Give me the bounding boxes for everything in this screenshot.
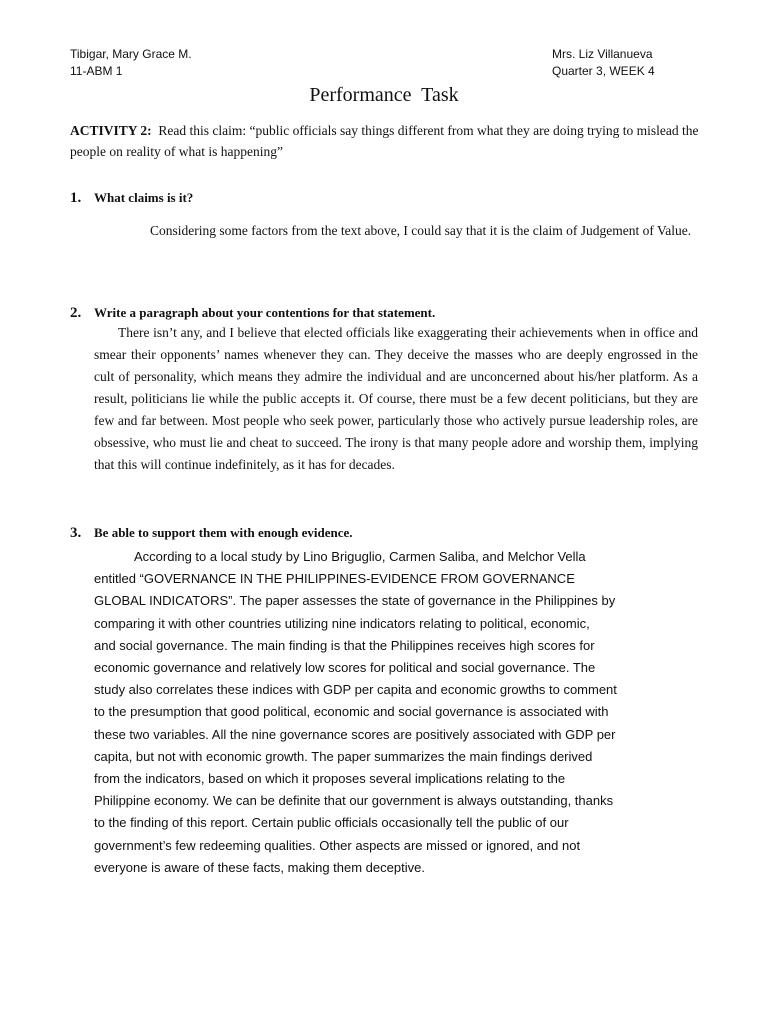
question-1-number: 1. — [70, 190, 82, 206]
question-3-text: Be able to support them with enough evidence. — [94, 525, 353, 540]
question-2-text: Write a paragraph about your contentions for that statement. — [94, 305, 436, 320]
answer-3-line: from the indicators, based on which it proposes several implications relating to the — [94, 771, 566, 787]
teacher-name: Mrs. Liz Villanueva — [552, 47, 653, 61]
answer-3-line: to the finding of this report. Certain public officials occasionally tell the public of our — [94, 815, 569, 831]
question-1-text: What claims is it? — [94, 190, 194, 205]
header-right — [552, 46, 655, 80]
answer-3-line: capita, but not with economic growth. The paper summarizes the main findings derived — [94, 748, 593, 764]
quarter-week: Quarter 3, WEEK 4 — [552, 64, 655, 78]
answer-3-line: GLOBAL INDICATORS”. The paper assesses the state of governance in the Philippines by — [94, 593, 616, 609]
answer-3-line: these two variables. All the nine governance scores are positively associated with GDP per — [94, 726, 616, 742]
activity-prompt — [70, 120, 700, 162]
page-title: Performance Task — [309, 84, 459, 106]
question-3-number: 3. — [70, 525, 82, 541]
header-left — [70, 46, 192, 80]
answer-3 — [94, 546, 714, 879]
question-1 — [70, 188, 700, 208]
answer-3-line: economic governance and relatively low scores for political and social governance. The — [94, 660, 596, 676]
answer-3-line: According to a local study by Lino Briguglio, Carmen Saliba, and Melchor Vella — [134, 549, 586, 564]
section-label: 11-ABM 1 — [70, 64, 123, 78]
activity-text: Read this claim: “public officials say things different from what they are doing trying to mislead the people on reality of what is happening” — [70, 123, 699, 159]
answer-3-line: and social governance. The main finding is that the Philippines receives high scores for — [94, 637, 595, 653]
answer-3-line: everyone is aware of these facts, making them deceptive. — [94, 859, 425, 875]
answer-1: Considering some factors from the text above, I could say that it is the claim of Judgement of Value. — [150, 223, 692, 238]
answer-3-line: study also correlates these indices with GDP per capita and economic growths to comment — [94, 682, 617, 698]
activity-label: ACTIVITY 2: — [70, 123, 152, 138]
question-2-number: 2. — [70, 305, 82, 321]
answer-3-line: comparing it with other countries utilizing nine indicators relating to political, economic, — [94, 615, 590, 631]
answer-3-line: Philippine economy. We can be definite that our government is always outstanding, thanks — [94, 793, 614, 809]
answer-3-line: to the presumption that good political, economic and social governance is associated with — [94, 704, 609, 720]
student-name: Tibigar, Mary Grace M. — [70, 47, 192, 61]
question-3 — [70, 523, 700, 543]
question-2 — [70, 303, 700, 323]
answer-2: There isn’t any, and I believe that elected officials like exaggerating their achievements when in office and smear their opponents’ names whenever they can. They deceive the masses who are deeply engrossed in the cult of personality, which means they admire the individual and are unconcerned about his/her platform. As a result, politicians lie while the public accepts it. Of course, there must be a few decent politicians, but they are few and far between. Most people who seek power, particularly those who actively pursue leadership roles, are obsessive, who must lie and cheat to succeed. The irony is that many people adore and worship them, implying that this will continue indefinitely, as it has for decades. — [94, 325, 698, 472]
answer-3-line: entitled “GOVERNANCE IN THE PHILIPPINES-EVIDENCE FROM GOVERNANCE — [94, 571, 575, 587]
answer-3-line: government’s few redeeming qualities. Other aspects are missed or ignored, and not — [94, 837, 581, 853]
